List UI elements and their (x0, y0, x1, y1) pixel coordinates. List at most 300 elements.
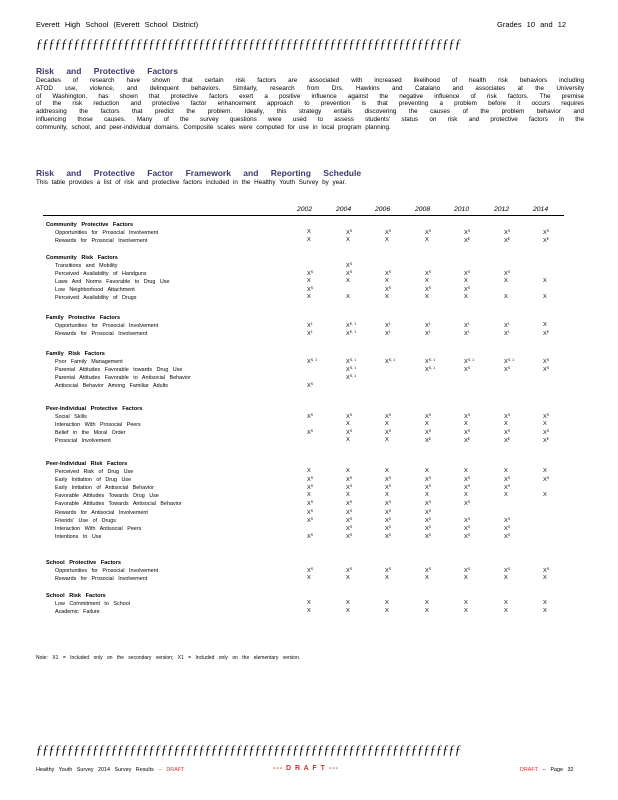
factor-cell: X (385, 237, 389, 244)
factor-cell-note: S (467, 567, 471, 571)
factor-cell-note: S (467, 366, 471, 371)
factor-cell: $X^E$ (504, 237, 511, 245)
factor-cell: $X^S$ (307, 508, 314, 516)
factor-cell-note: S (349, 476, 353, 481)
factor-cell-note: E (428, 437, 432, 442)
factor-cell-note: S (310, 286, 314, 291)
factor-cell: $X^S$ (346, 229, 353, 236)
factor-cell: X (307, 492, 311, 499)
factor-cell: $X^S$ (504, 516, 511, 524)
factor-cell: $X^S$ (346, 524, 353, 532)
factor-cell: X (425, 492, 429, 499)
factor-cell: $X^S$ (346, 262, 353, 269)
factor-cell: X (464, 278, 468, 285)
factor-cell: $X^S$ (346, 516, 353, 524)
factor-label: Belief in the Moral Order (55, 430, 126, 437)
factor-cell: $X^S$ (346, 413, 353, 420)
factor-cell: $X^S$ (385, 229, 392, 236)
factor-cell: X (425, 468, 429, 474)
factor-cell: $X^S$ (307, 484, 314, 492)
factor-cell-note: S (388, 229, 392, 233)
factor-cell: X (543, 468, 547, 474)
factor-cell-note: S (388, 500, 392, 505)
factor-cell: $X^S$ (385, 567, 392, 574)
factor-cell: $X^S$ (504, 484, 511, 492)
factor-cell: $X^S$ (385, 524, 392, 532)
factor-cell-note: S (310, 413, 314, 417)
factor-cell: $X^{E, 1}$ (346, 330, 357, 338)
factor-label: Intentions to Use (55, 533, 102, 540)
top-rule: ƒƒƒƒƒƒƒƒƒƒƒƒƒƒƒƒƒƒƒƒƒƒƒƒƒƒƒƒƒƒƒƒƒƒƒƒƒƒƒƒƒƒƒƒƒƒƒƒƒƒƒƒƒƒƒƒƒƒƒƒƒƒƒƒƒƒƒƒ (36, 37, 461, 51)
factor-cell: X (425, 237, 429, 244)
factor-label: Rewards for Prosocial Involvement (55, 238, 148, 245)
factor-cell: X (504, 468, 508, 474)
factor-cell-note: E (467, 237, 471, 242)
factor-cell: $X^S$ (307, 476, 314, 484)
factor-cell: $X^S$ (425, 516, 432, 524)
factor-cell: X (385, 421, 389, 428)
factor-cell: $X^S$ (504, 532, 511, 540)
factor-cell: $X^1$ (385, 330, 391, 338)
factor-cell: X (504, 575, 508, 582)
factor-cell: $X^S$ (307, 413, 314, 420)
factor-cell: X (425, 608, 429, 615)
factor-cell-note: 1 (388, 330, 391, 335)
factor-cell-note: S, 1 (428, 358, 436, 362)
factor-label: Perceived Availability of Drugs (55, 295, 137, 302)
factor-cell: $X^S$ (504, 476, 511, 484)
factor-cell: X (385, 437, 389, 444)
factor-cell: $X^S$ (385, 516, 392, 524)
factor-cell: $X^S$ (307, 516, 314, 524)
factor-cell-note: S (310, 508, 314, 513)
factor-cell: $X^S$ (425, 567, 432, 574)
factor-cell-note: S (507, 516, 511, 521)
intro-paragraph-line: community, school, and peer-individual domains. Composite scales were computed for use in local program planning. (36, 123, 391, 131)
factor-cell: $X^S$ (385, 508, 392, 516)
factor-cell-note: S (546, 366, 550, 371)
factor-cell: $X^S$ (307, 429, 314, 437)
factor-cell: $X^S$ (385, 429, 392, 437)
factor-cell: $X^{S, 1}$ (425, 358, 436, 365)
factor-label: Perceived Availability of Handguns (55, 271, 147, 278)
factor-cell: X (307, 575, 311, 582)
factor-cell-note: S (467, 413, 471, 417)
factor-cell: X (504, 294, 508, 301)
factor-cell-note: S (546, 413, 550, 417)
factor-cell: X (385, 294, 389, 301)
factor-label: Parental Attitudes Favorable to Antisocial Behavior (55, 375, 191, 382)
factor-cell-note: S (428, 508, 432, 513)
factor-cell: $X^S$ (543, 413, 550, 420)
bottom-rule: ƒƒƒƒƒƒƒƒƒƒƒƒƒƒƒƒƒƒƒƒƒƒƒƒƒƒƒƒƒƒƒƒƒƒƒƒƒƒƒƒƒƒƒƒƒƒƒƒƒƒƒƒƒƒƒƒƒƒƒƒƒƒƒƒƒƒƒƒ (36, 743, 461, 757)
year-2012: 2012 (494, 206, 510, 213)
factor-cell: X (425, 294, 429, 301)
factor-cell-note: S (467, 532, 471, 537)
factor-cell: $X^S$ (346, 429, 353, 437)
factor-cell-note: E, 1 (349, 322, 357, 326)
factor-cell-note: S (467, 500, 471, 505)
footer-left (36, 767, 184, 773)
factor-cell: X (464, 600, 468, 606)
factor-cell-note: S (428, 484, 432, 489)
factor-cell-note: 1 (467, 330, 470, 335)
factor-cell: $X^S$ (464, 229, 471, 236)
year-2008: 2008 (415, 206, 431, 213)
factor-cell: $X^S$ (385, 286, 392, 294)
factor-cell: X (307, 237, 311, 244)
factor-label: Poor Family Management (55, 359, 123, 365)
factor-cell-note: S (467, 516, 471, 521)
factor-label: Academic Failure (55, 609, 100, 616)
factor-label: Early Initiation of Antisocial Behavior (55, 485, 154, 492)
factor-cell: X (504, 421, 508, 428)
factor-cell: $X^S$ (385, 532, 392, 540)
factor-cell: $X^S$ (464, 413, 471, 420)
factor-label: Opportunities for Prosocial Involvement (55, 323, 159, 329)
factor-cell: $X^1$ (425, 322, 431, 329)
factor-cell: $X^S$ (346, 270, 353, 278)
factor-cell: X (543, 322, 547, 328)
factor-cell: $X^S$ (504, 567, 511, 574)
factor-cell-note: S (546, 429, 550, 434)
factor-label: Rewards for Prosocial Involvement (55, 331, 148, 338)
factor-cell: X (464, 608, 468, 615)
factor-cell: X (504, 608, 508, 615)
factor-cell: X (464, 575, 468, 582)
factor-cell: X (346, 492, 350, 499)
table-note: Note: X1 = Included only on the secondary version; X1 = Included only on the elementary version. (36, 655, 301, 661)
factor-cell-note: 1 (428, 322, 431, 326)
factor-cell: X (543, 575, 547, 582)
factor-cell: $X^{S, 1}$ (346, 366, 357, 374)
factor-label: Favorable Attitudes Towards Drug Use (55, 493, 159, 500)
factor-cell: $X^S$ (307, 567, 314, 574)
year-2004: 2004 (336, 206, 352, 213)
intro-paragraph-line: influencing those causes. Many of the survey questions were used to assess students' status on risk and protective factors in the (36, 115, 584, 123)
factor-cell-note: S, 1 (349, 374, 357, 379)
factor-cell: $X^S$ (385, 270, 392, 278)
factor-cell: X (504, 278, 508, 285)
factor-cell-note: S (310, 532, 314, 537)
factor-cell-note: S (507, 532, 511, 537)
factor-cell: X (464, 421, 468, 428)
factor-cell: $X^S$ (464, 270, 471, 278)
factor-cell: $X^S$ (385, 500, 392, 508)
factor-label: Perceived Risk of Drug Use (55, 469, 134, 475)
section-title-risk-protective: Risk and Protective Factors (36, 66, 178, 76)
factor-cell: X (464, 294, 468, 301)
footer-draft-left: -- DRAFT (158, 767, 185, 773)
factor-cell: X (385, 278, 389, 285)
factor-label: Opportunities for Prosocial Involvement (55, 230, 159, 236)
factor-cell-note: S (467, 484, 471, 489)
factor-cell: X (504, 492, 508, 499)
factor-cell: $X^S$ (346, 484, 353, 492)
factor-label: Low Commitment to School (55, 601, 130, 607)
year-2010: 2010 (454, 206, 470, 213)
factor-cell: X (425, 575, 429, 582)
footer-survey-title: Healthy Youth Survey 2014 Survey Results (36, 767, 154, 773)
factor-cell-note: E (507, 437, 511, 442)
factor-cell-note: S (428, 524, 432, 529)
factor-cell: X (307, 600, 311, 606)
factor-cell-note: 1 (310, 322, 313, 326)
factor-cell: $X^E$ (464, 237, 471, 245)
factor-cell: $X^S$ (385, 413, 392, 420)
factor-cell: $X^S$ (346, 532, 353, 540)
factor-cell-note: 1 (428, 330, 431, 335)
header-school: Everett High School (Everett School District) (36, 20, 199, 29)
factor-cell-note: S (467, 429, 471, 434)
factor-cell: X (385, 608, 389, 615)
factor-cell: $X^S$ (504, 524, 511, 532)
intro-paragraph-line: of Washington, has shown that protective factors exert a positive influence against the negative influence of risk factors. The premise (36, 92, 584, 100)
factor-group-title: Family Risk Factors (46, 351, 105, 357)
factor-label: Rewards for Antisocial Involvement (55, 509, 148, 516)
factor-cell: $X^S$ (385, 484, 392, 492)
factor-cell-note: S (467, 229, 471, 233)
factor-cell: X (543, 608, 547, 615)
factor-cell-note: S (349, 429, 353, 434)
factor-cell-note: S (349, 262, 353, 266)
footer-draft-center: --- D R A F T --- (273, 765, 339, 772)
factor-cell-note: S (467, 286, 471, 291)
factor-cell-note: S (349, 413, 353, 417)
factor-cell-note: 1 (507, 322, 510, 326)
factor-cell-note: S (388, 508, 392, 513)
factor-cell: $X^S$ (504, 366, 511, 374)
factor-cell-note: E (546, 237, 550, 242)
factor-cell-note: S (546, 229, 550, 233)
factor-cell-note: S (388, 429, 392, 434)
factor-cell: $X^1$ (385, 322, 391, 329)
factor-cell: $X^S$ (543, 229, 550, 236)
factor-cell: $X^S$ (385, 476, 392, 484)
factor-cell-note: S, 1 (507, 358, 515, 362)
factor-cell-note: 1 (507, 330, 510, 335)
factor-cell: $X^S$ (504, 429, 511, 437)
factor-group-title: Community Protective Factors (46, 222, 134, 228)
factor-cell: $X^1$ (307, 330, 313, 338)
footer-page-number: -- Page 32 (542, 767, 574, 773)
factor-cell: $X^S$ (346, 500, 353, 508)
factor-cell: $X^S$ (307, 500, 314, 508)
factor-cell-note: S (507, 484, 511, 489)
factor-cell: $X^S$ (425, 508, 432, 516)
factor-cell: $X^S$ (425, 524, 432, 532)
factor-cell: $X^S$ (307, 382, 314, 390)
factor-cell: $X^S$ (543, 429, 550, 437)
factor-cell: $X^S$ (346, 508, 353, 516)
factor-group-title: School Risk Factors (46, 593, 106, 599)
factor-label: Laws And Norms Favorable to Drug Use (55, 279, 170, 286)
factor-cell: $X^S$ (464, 524, 471, 532)
year-2014: 2014 (533, 206, 549, 213)
factor-cell: $X^S$ (464, 484, 471, 492)
factor-cell: $X^S$ (346, 567, 353, 574)
factor-cell: $X^S$ (464, 429, 471, 437)
intro-paragraph-line: Decades of research have shown that certain risk factors are associated with increased likelihood of health risk behaviors including (36, 77, 584, 84)
factor-cell-note: S (349, 532, 353, 537)
factor-cell: $X^S$ (543, 366, 550, 374)
factor-cell: X (346, 468, 350, 474)
factor-cell: X (543, 294, 547, 301)
factor-cell-note: S (428, 500, 432, 505)
factor-cell: $X^{E, 1}$ (346, 322, 357, 329)
factor-cell: X (464, 468, 468, 474)
factor-cell: $X^E$ (543, 437, 550, 445)
section-title-framework: Risk and Protective Factor Framework and Reporting Schedule (36, 168, 362, 178)
factor-label: Favorable Attitudes Towards Antisocial Behavior (55, 501, 182, 508)
factor-cell-note: S (388, 567, 392, 571)
factor-cell: $X^{S, 1}$ (346, 374, 357, 382)
factor-label: Antisocial Behavior Among Familiar Adults (55, 383, 168, 390)
factor-cell-note: S (388, 524, 392, 529)
factor-cell: X (425, 421, 429, 428)
factor-label: Interaction With Prosocial Peers (55, 422, 141, 429)
factor-cell: $X^S$ (543, 567, 550, 574)
table-description: This table provides a list of risk and protective factors included in the Healthy Youth Survey by year. (36, 179, 347, 186)
factor-cell: X (346, 294, 350, 301)
factor-cell-note: E (507, 237, 511, 242)
factor-cell-note: S (388, 413, 392, 417)
factor-cell-note: S (507, 524, 511, 529)
factor-cell: $X^S$ (464, 366, 471, 374)
factor-cell: $X^S$ (464, 532, 471, 540)
factor-group-title: Peer-Individual Protective Factors (46, 406, 143, 412)
factor-cell: $X^{S, 1}$ (504, 358, 515, 365)
factor-cell: $X^S$ (425, 532, 432, 540)
factor-group-title: Community Risk Factors (46, 255, 118, 261)
factor-cell-note: S (507, 270, 511, 275)
intro-paragraph-line: ATOD use, violence, and delinquent behaviors. Similarly, research from Drs. Hawkins and Catalano and associates at the University (36, 84, 584, 92)
factor-cell-note: S (428, 229, 432, 233)
factor-cell-note: S, 1 (467, 358, 475, 362)
factor-cell: $X^S$ (464, 516, 471, 524)
factor-cell: X (346, 600, 350, 606)
factor-label: Opportunities for Prosocial Involvement (55, 568, 159, 574)
factor-cell: $X^S$ (464, 567, 471, 574)
factor-cell: $X^1$ (307, 322, 313, 329)
factor-cell: X (307, 468, 311, 474)
factor-cell-note: E, 1 (349, 330, 357, 335)
factor-cell-note: S (388, 516, 392, 521)
factor-cell: $X^S$ (543, 476, 550, 484)
factor-cell: $X^S$ (464, 476, 471, 484)
factor-label: Transitions and Mobility (55, 263, 118, 269)
factor-cell-note: S (388, 476, 392, 481)
intro-paragraph-line: of the risk reduction and protective factor enhancement approach to prevention is that preventing a problem before it occurs requires (36, 100, 584, 108)
factor-cell: X (307, 294, 311, 301)
factor-cell: $X^S$ (425, 229, 432, 236)
factor-cell: $X^1$ (464, 330, 470, 338)
factor-cell-note: S (349, 229, 353, 233)
factor-group-title: Family Protective Factors (46, 315, 121, 321)
factor-cell: $X^E$ (425, 437, 432, 445)
factor-label: Social Skills (55, 414, 87, 420)
factor-cell: $X^1$ (464, 322, 470, 329)
header-grades: Grades 10 and 12 (497, 20, 567, 29)
intro-paragraph-line: addressing the factors that predict the problem. Ideally, this strategy entails discovering the causes of the problem behavior and (36, 108, 584, 116)
factor-cell: X (425, 600, 429, 606)
year-2006: 2006 (375, 206, 391, 213)
factor-cell: X (307, 608, 311, 615)
factor-cell-note: S (428, 429, 432, 434)
factor-cell: X (385, 468, 389, 474)
factor-cell: X (543, 278, 547, 285)
factor-cell-note: S (546, 476, 550, 481)
factor-cell-note: S (349, 484, 353, 489)
factor-cell: X (346, 437, 350, 444)
factor-cell: X (346, 421, 350, 428)
factor-cell-note: S (310, 500, 314, 505)
factor-cell: $X^S$ (307, 532, 314, 540)
factor-cell: X (307, 278, 311, 285)
factor-cell-note: S (349, 524, 353, 529)
factor-cell-note: S (310, 567, 314, 571)
factor-cell-note: S (507, 413, 511, 417)
factor-cell-note: S (349, 500, 353, 505)
factor-cell: X (346, 575, 350, 582)
factor-cell-note: S (428, 413, 432, 417)
factor-cell-note: 1 (467, 322, 470, 326)
intro-paragraph (36, 77, 584, 132)
factor-cell: $X^{S, 1}$ (425, 366, 436, 374)
factor-cell-note: S (467, 476, 471, 481)
factor-cell: $X^{S, 1}$ (464, 358, 475, 365)
factor-label: Friends' Use of Drugs (55, 517, 116, 524)
factor-cell-note: S, 1 (349, 366, 357, 371)
factor-cell: $X^S$ (307, 286, 314, 294)
factor-cell: $X^S$ (504, 413, 511, 420)
factor-cell: X (346, 278, 350, 285)
factor-cell: $X^1$ (504, 322, 510, 329)
factor-label: Rewards for Prosocial Involvement (55, 576, 148, 583)
factor-cell: X (385, 600, 389, 606)
factor-cell: X (346, 608, 350, 615)
factor-cell: $X^S$ (425, 500, 432, 508)
factor-cell-note: S, 1 (310, 358, 318, 362)
factor-label: Early Initiation of Drug Use (55, 477, 132, 484)
factor-cell-note: E (546, 437, 550, 442)
factor-cell: $X^S$ (346, 476, 353, 484)
factor-cell: X (543, 600, 547, 606)
factor-cell: $X^1$ (504, 330, 510, 338)
factor-cell-note: E (546, 330, 550, 335)
factor-label: Low Neighborhood Attachment (55, 287, 135, 294)
factor-cell-note: S, 1 (428, 366, 436, 371)
factor-cell-note: S (388, 270, 392, 275)
factor-cell-note: S (467, 524, 471, 529)
factor-cell: $X^{S, 1}$ (385, 358, 396, 365)
factor-cell: $X^S$ (543, 358, 550, 365)
factor-cell: X (543, 492, 547, 499)
factor-label: Parental Attitudes Favorable towards Drug Use (55, 367, 183, 374)
factor-cell-note: S (349, 516, 353, 521)
factor-cell-note: S (310, 476, 314, 481)
factor-group-title: Peer-Individual Risk Factors (46, 461, 128, 467)
factor-cell-note: S (310, 382, 314, 387)
factor-cell: $X^{S, 1}$ (346, 358, 357, 365)
table-top-rule (43, 215, 564, 216)
factor-cell-note: S (546, 358, 550, 362)
factor-cell: X (385, 575, 389, 582)
factor-cell: $X^S$ (425, 413, 432, 420)
factor-cell-note: S (349, 508, 353, 513)
factor-label: Prosocial Involvement (55, 438, 111, 445)
factor-cell: $X^S$ (504, 270, 511, 278)
